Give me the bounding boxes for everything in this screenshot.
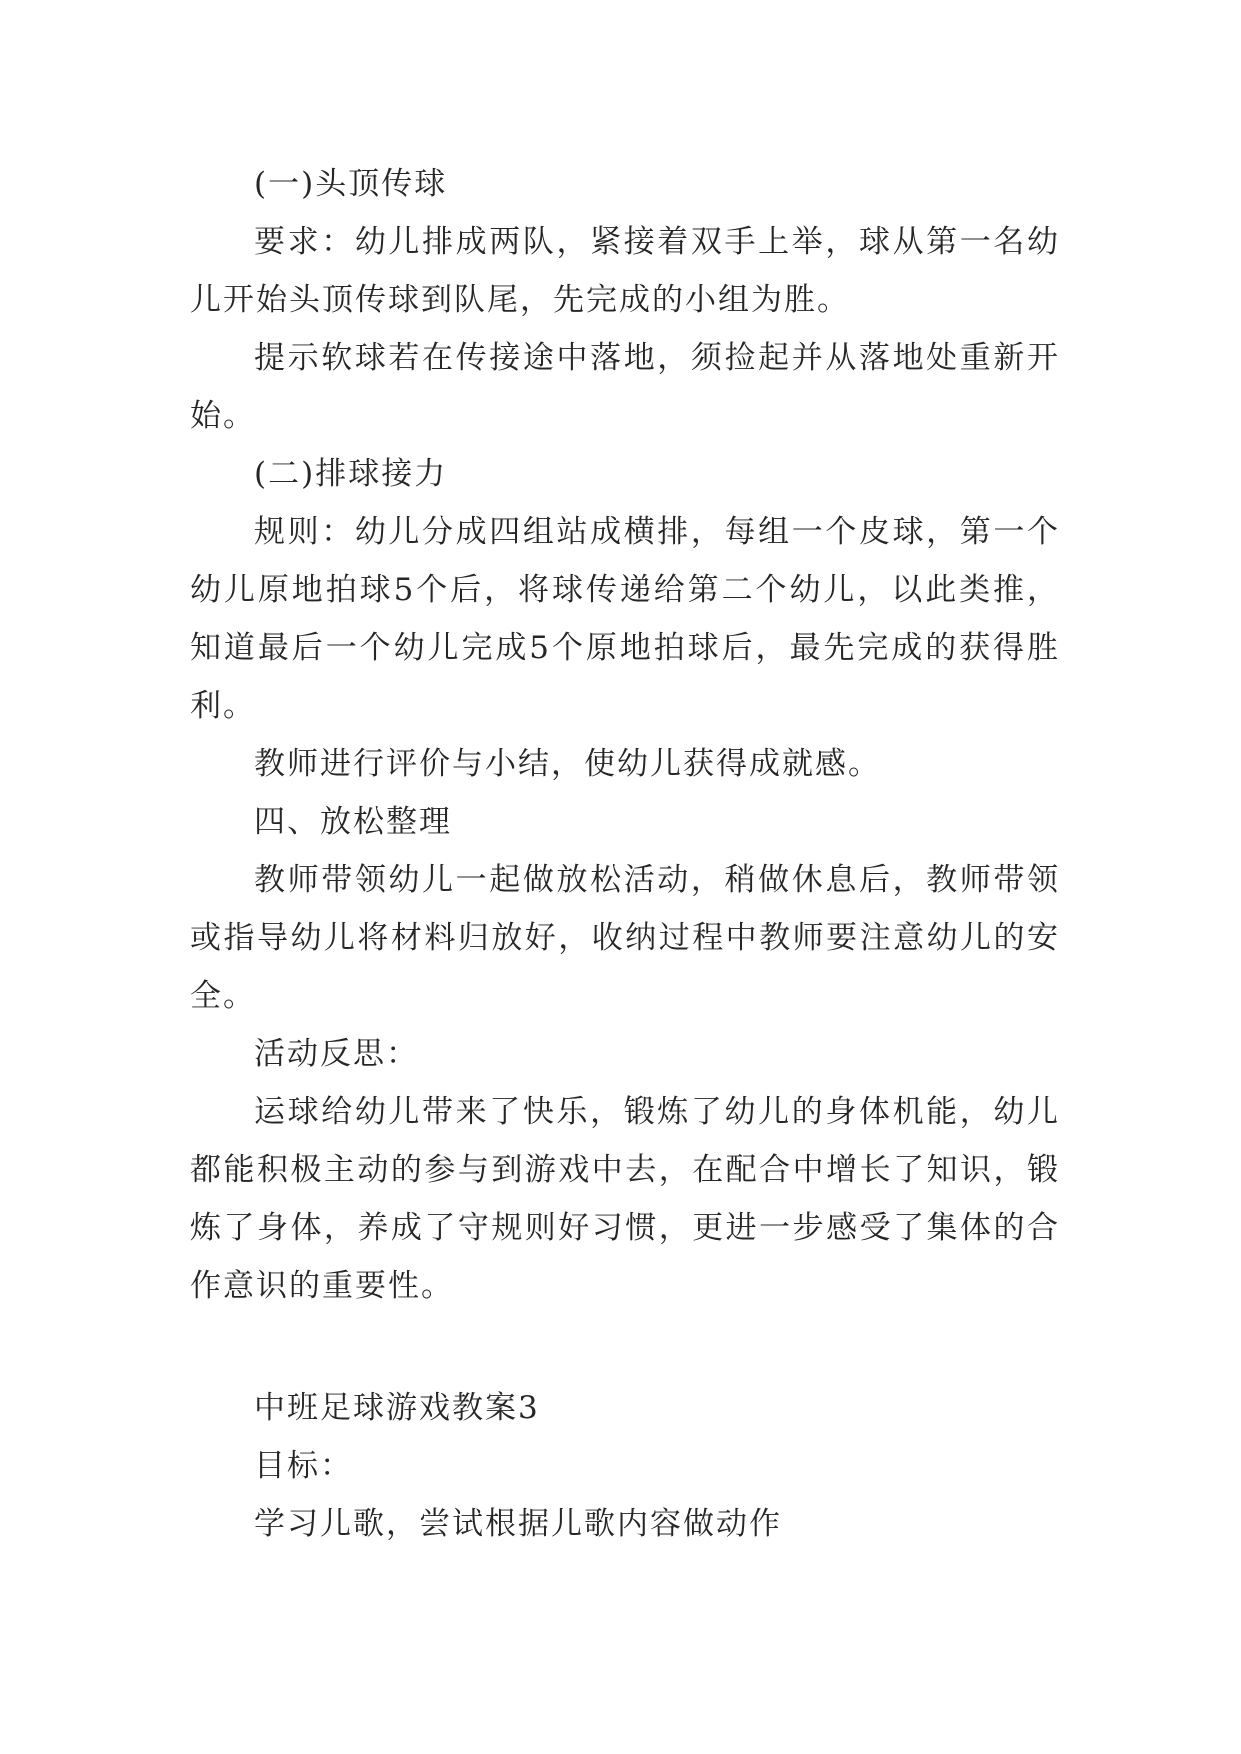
paragraph-goal: 学习儿歌，尝试根据儿歌内容做动作 [254, 1506, 782, 1542]
paragraph-teacher-evaluation: 教师进行评价与小结，使幼儿获得成就感。 [254, 746, 881, 782]
paragraph-heading-head-pass: (一)头顶传球 [254, 166, 448, 202]
paragraph-requirement: 要求：幼儿排成两队，紧接着双手上举，球从第一名幼儿开始头顶传球到队尾，先完成的小组为胜。 [190, 224, 1060, 318]
paragraph-heading-reflection: 活动反思： [254, 1036, 419, 1072]
document-body [190, 155, 1060, 1553]
paragraph-tip: 提示软球若在传接途中落地，须捡起并从落地处重新开始。 [190, 340, 1060, 434]
paragraph-relax-activity: 教师带领幼儿一起做放松活动，稍做休息后，教师带领或指导幼儿将材料归放好，收纳过程中教师要注意幼儿的安全。 [190, 862, 1060, 1014]
paragraph-heading-relax: 四、放松整理 [254, 804, 452, 840]
paragraph-reflection: 运球给幼儿带来了快乐，锻炼了幼儿的身体机能，幼儿都能积极主动的参与到游戏中去，在配合中增长了知识，锻炼了身体，养成了守规则好习惯，更进一步感受了集体的合作意识的重要性。 [190, 1094, 1060, 1304]
paragraph-heading-volleyball-relay: (二)排球接力 [254, 456, 448, 492]
section-gap [190, 1315, 1060, 1379]
paragraph-goal-heading: 目标： [254, 1448, 353, 1484]
paragraph-rules: 规则：幼儿分成四组站成横排，每组一个皮球，第一个幼儿原地拍球5个后，将球传递给第二个幼儿，以此类推，知道最后一个幼儿完成5个原地拍球后，最先完成的获得胜利。 [190, 514, 1060, 724]
section-title: 中班足球游戏教案3 [254, 1390, 540, 1426]
